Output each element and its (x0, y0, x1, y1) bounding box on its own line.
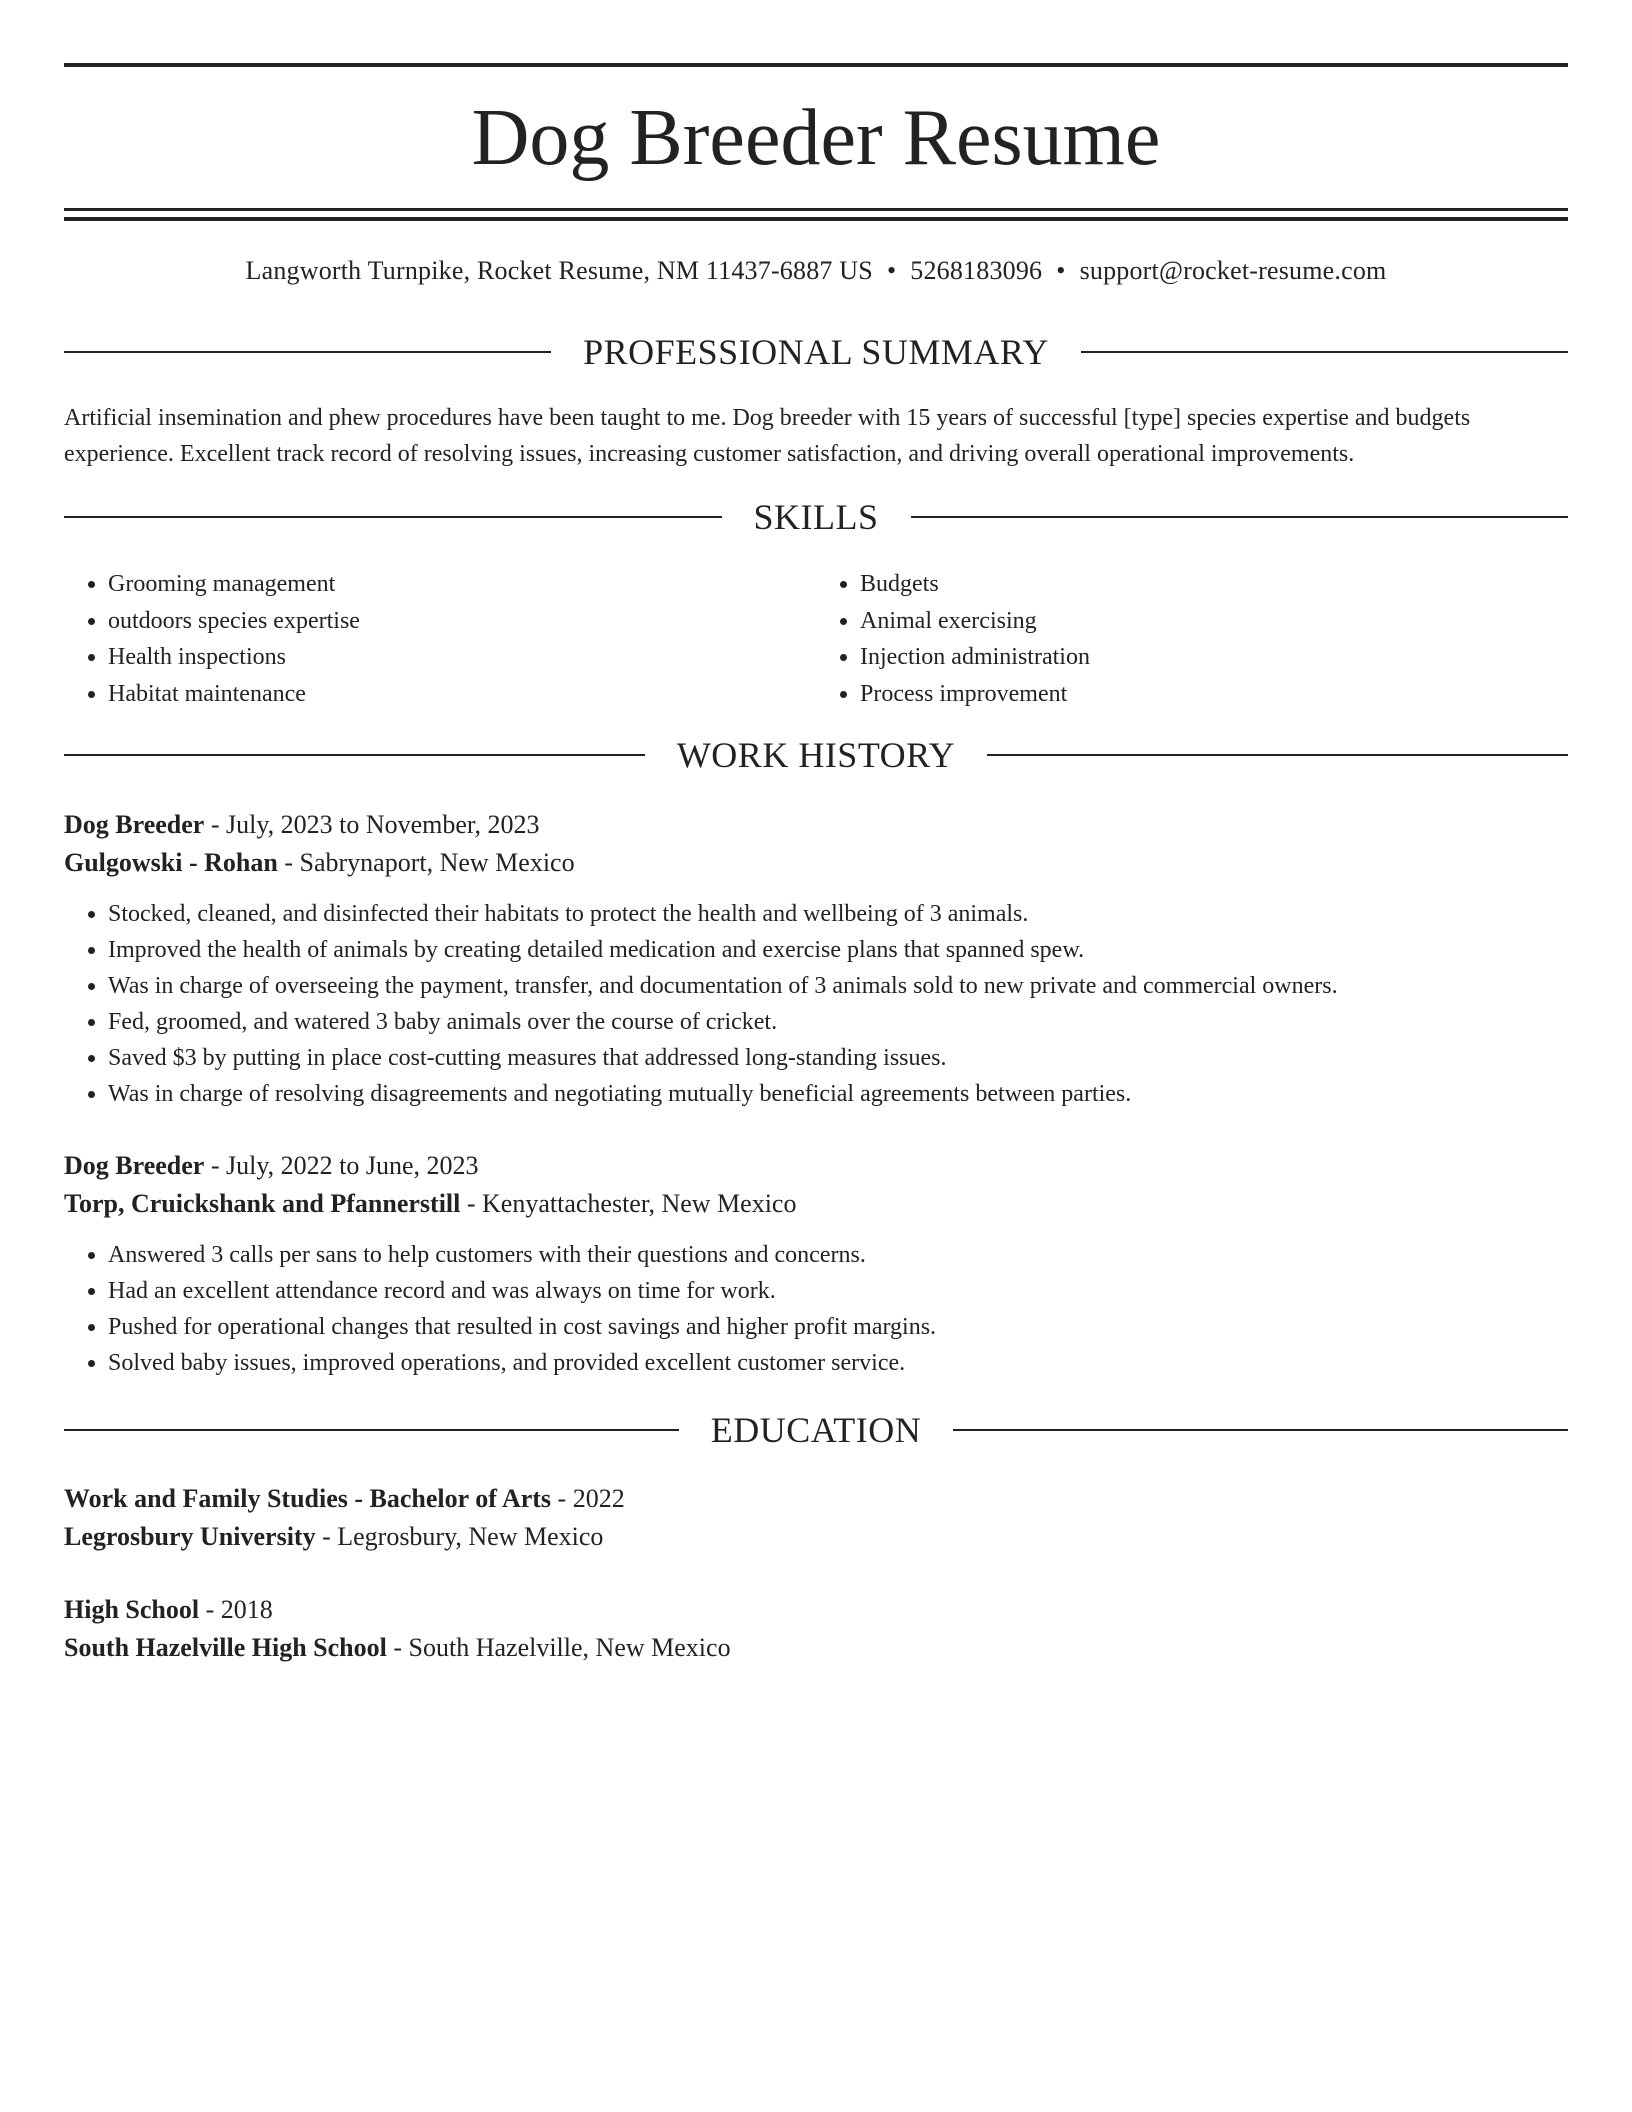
skill-item: • Health inspections (108, 639, 816, 676)
job-bullet: • Saved $3 by putting in place cost-cutting measures that addressed long-standing issues. (108, 1040, 1568, 1076)
job-location: - Kenyattachester, New Mexico (460, 1189, 797, 1218)
edu-school: Legrosbury University (64, 1522, 316, 1551)
education-section-header (64, 1408, 1568, 1452)
job-title: Dog Breeder (64, 810, 205, 839)
education-entry (64, 1480, 1568, 1556)
job-bullet: • Pushed for operational changes that resulted in cost savings and higher profit margins. (108, 1309, 1568, 1345)
skills-column-left (64, 566, 816, 712)
edu-year: - 2018 (199, 1595, 273, 1624)
skills-list (64, 566, 1568, 712)
job-bullet: • Had an excellent attendance record and was always on time for work. (108, 1273, 1568, 1309)
job-title: Dog Breeder (64, 1151, 205, 1180)
section-rule (1081, 351, 1568, 353)
edu-degree-line (64, 1480, 1568, 1518)
section-rule (987, 754, 1568, 756)
summary-section-header (64, 330, 1568, 374)
job-employer-line (64, 844, 1568, 882)
job-bullets (64, 1237, 1568, 1381)
job-title-line (64, 806, 1568, 844)
edu-location: - Legrosbury, New Mexico (315, 1522, 604, 1551)
section-rule (911, 516, 1569, 518)
skill-item: • outdoors species expertise (108, 603, 816, 640)
contact-separator: • (1056, 256, 1066, 285)
work-entry (64, 806, 1568, 1112)
contact-phone: 5268183096 (910, 256, 1043, 285)
job-bullets (64, 896, 1568, 1112)
summary-text: Artificial insemination and phew procedures have been taught to me. Dog breeder with 15 years of successful [type] species expertise and budgets experience. Excellent track record of resolving issues, increasing customer satisfaction, and driving overall operational improvements. (64, 405, 1471, 467)
job-bullet: • Was in charge of resolving disagreements and negotiating mutually beneficial agreements between parties. (108, 1076, 1568, 1112)
section-rule (64, 516, 722, 518)
skills-section-header (64, 495, 1568, 539)
section-rule (64, 351, 551, 353)
job-bullet: • Stocked, cleaned, and disinfected their habitats to protect the health and wellbeing of 3 animals. (108, 896, 1568, 932)
contact-separator: • (886, 256, 897, 285)
job-location: - Sabrynaport, New Mexico (277, 848, 575, 877)
skill-item: • Budgets (860, 566, 1568, 603)
skills-column-right (816, 566, 1568, 712)
edu-location: - South Hazelville, New Mexico (386, 1633, 731, 1662)
section-rule (64, 754, 645, 756)
section-rule (64, 1429, 679, 1431)
skill-item: • Injection administration (860, 639, 1568, 676)
job-employer-line (64, 1185, 1568, 1223)
edu-degree-line (64, 1591, 1568, 1629)
edu-year: - 2022 (551, 1484, 625, 1513)
contact-email: support@rocket-resume.com (1079, 256, 1387, 285)
work-heading: WORK HISTORY (676, 735, 956, 775)
job-employer: Torp, Cruickshank and Pfannerstill (64, 1189, 461, 1218)
edu-degree: Work and Family Studies - Bachelor of Arts (64, 1484, 552, 1513)
job-dates: - July, 2022 to June, 2023 (204, 1151, 479, 1180)
job-dates: - July, 2023 to November, 2023 (204, 810, 540, 839)
work-entry (64, 1147, 1568, 1381)
skill-item: • Process improvement (860, 676, 1568, 713)
top-rule (64, 63, 1568, 67)
job-bullet: • Was in charge of overseeing the payment, transfer, and documentation of 3 animals sold to new private and commercial owners. (108, 968, 1568, 1004)
job-bullet: • Improved the health of animals by creating detailed medication and exercise plans that spanned spew. (108, 932, 1568, 968)
skill-item: • Grooming management (108, 566, 816, 603)
job-title-line (64, 1147, 1568, 1185)
skill-item: • Animal exercising (860, 603, 1568, 640)
title-double-rule (64, 208, 1568, 221)
edu-degree: High School (64, 1595, 200, 1624)
job-employer: Gulgowski - Rohan (64, 848, 278, 877)
contact-line (64, 253, 1568, 289)
education-entry (64, 1591, 1568, 1667)
job-bullet: • Solved baby issues, improved operations, and provided excellent customer service. (108, 1345, 1568, 1381)
job-bullet: • Fed, groomed, and watered 3 baby animals over the course of cricket. (108, 1004, 1568, 1040)
edu-school: South Hazelville High School (64, 1633, 387, 1662)
job-bullet: • Answered 3 calls per sans to help customers with their questions and concerns. (108, 1237, 1568, 1273)
skills-heading: SKILLS (753, 497, 879, 537)
edu-school-line (64, 1629, 1568, 1667)
section-rule (953, 1429, 1568, 1431)
education-heading: EDUCATION (710, 1410, 922, 1450)
edu-school-line (64, 1518, 1568, 1556)
summary-heading: PROFESSIONAL SUMMARY (583, 332, 1049, 372)
skill-item: • Habitat maintenance (108, 676, 816, 713)
contact-address: Langworth Turnpike, Rocket Resume, NM 11437-6887 US (245, 256, 873, 285)
page-title: Dog Breeder Resume (471, 94, 1161, 182)
work-section-header (64, 733, 1568, 777)
